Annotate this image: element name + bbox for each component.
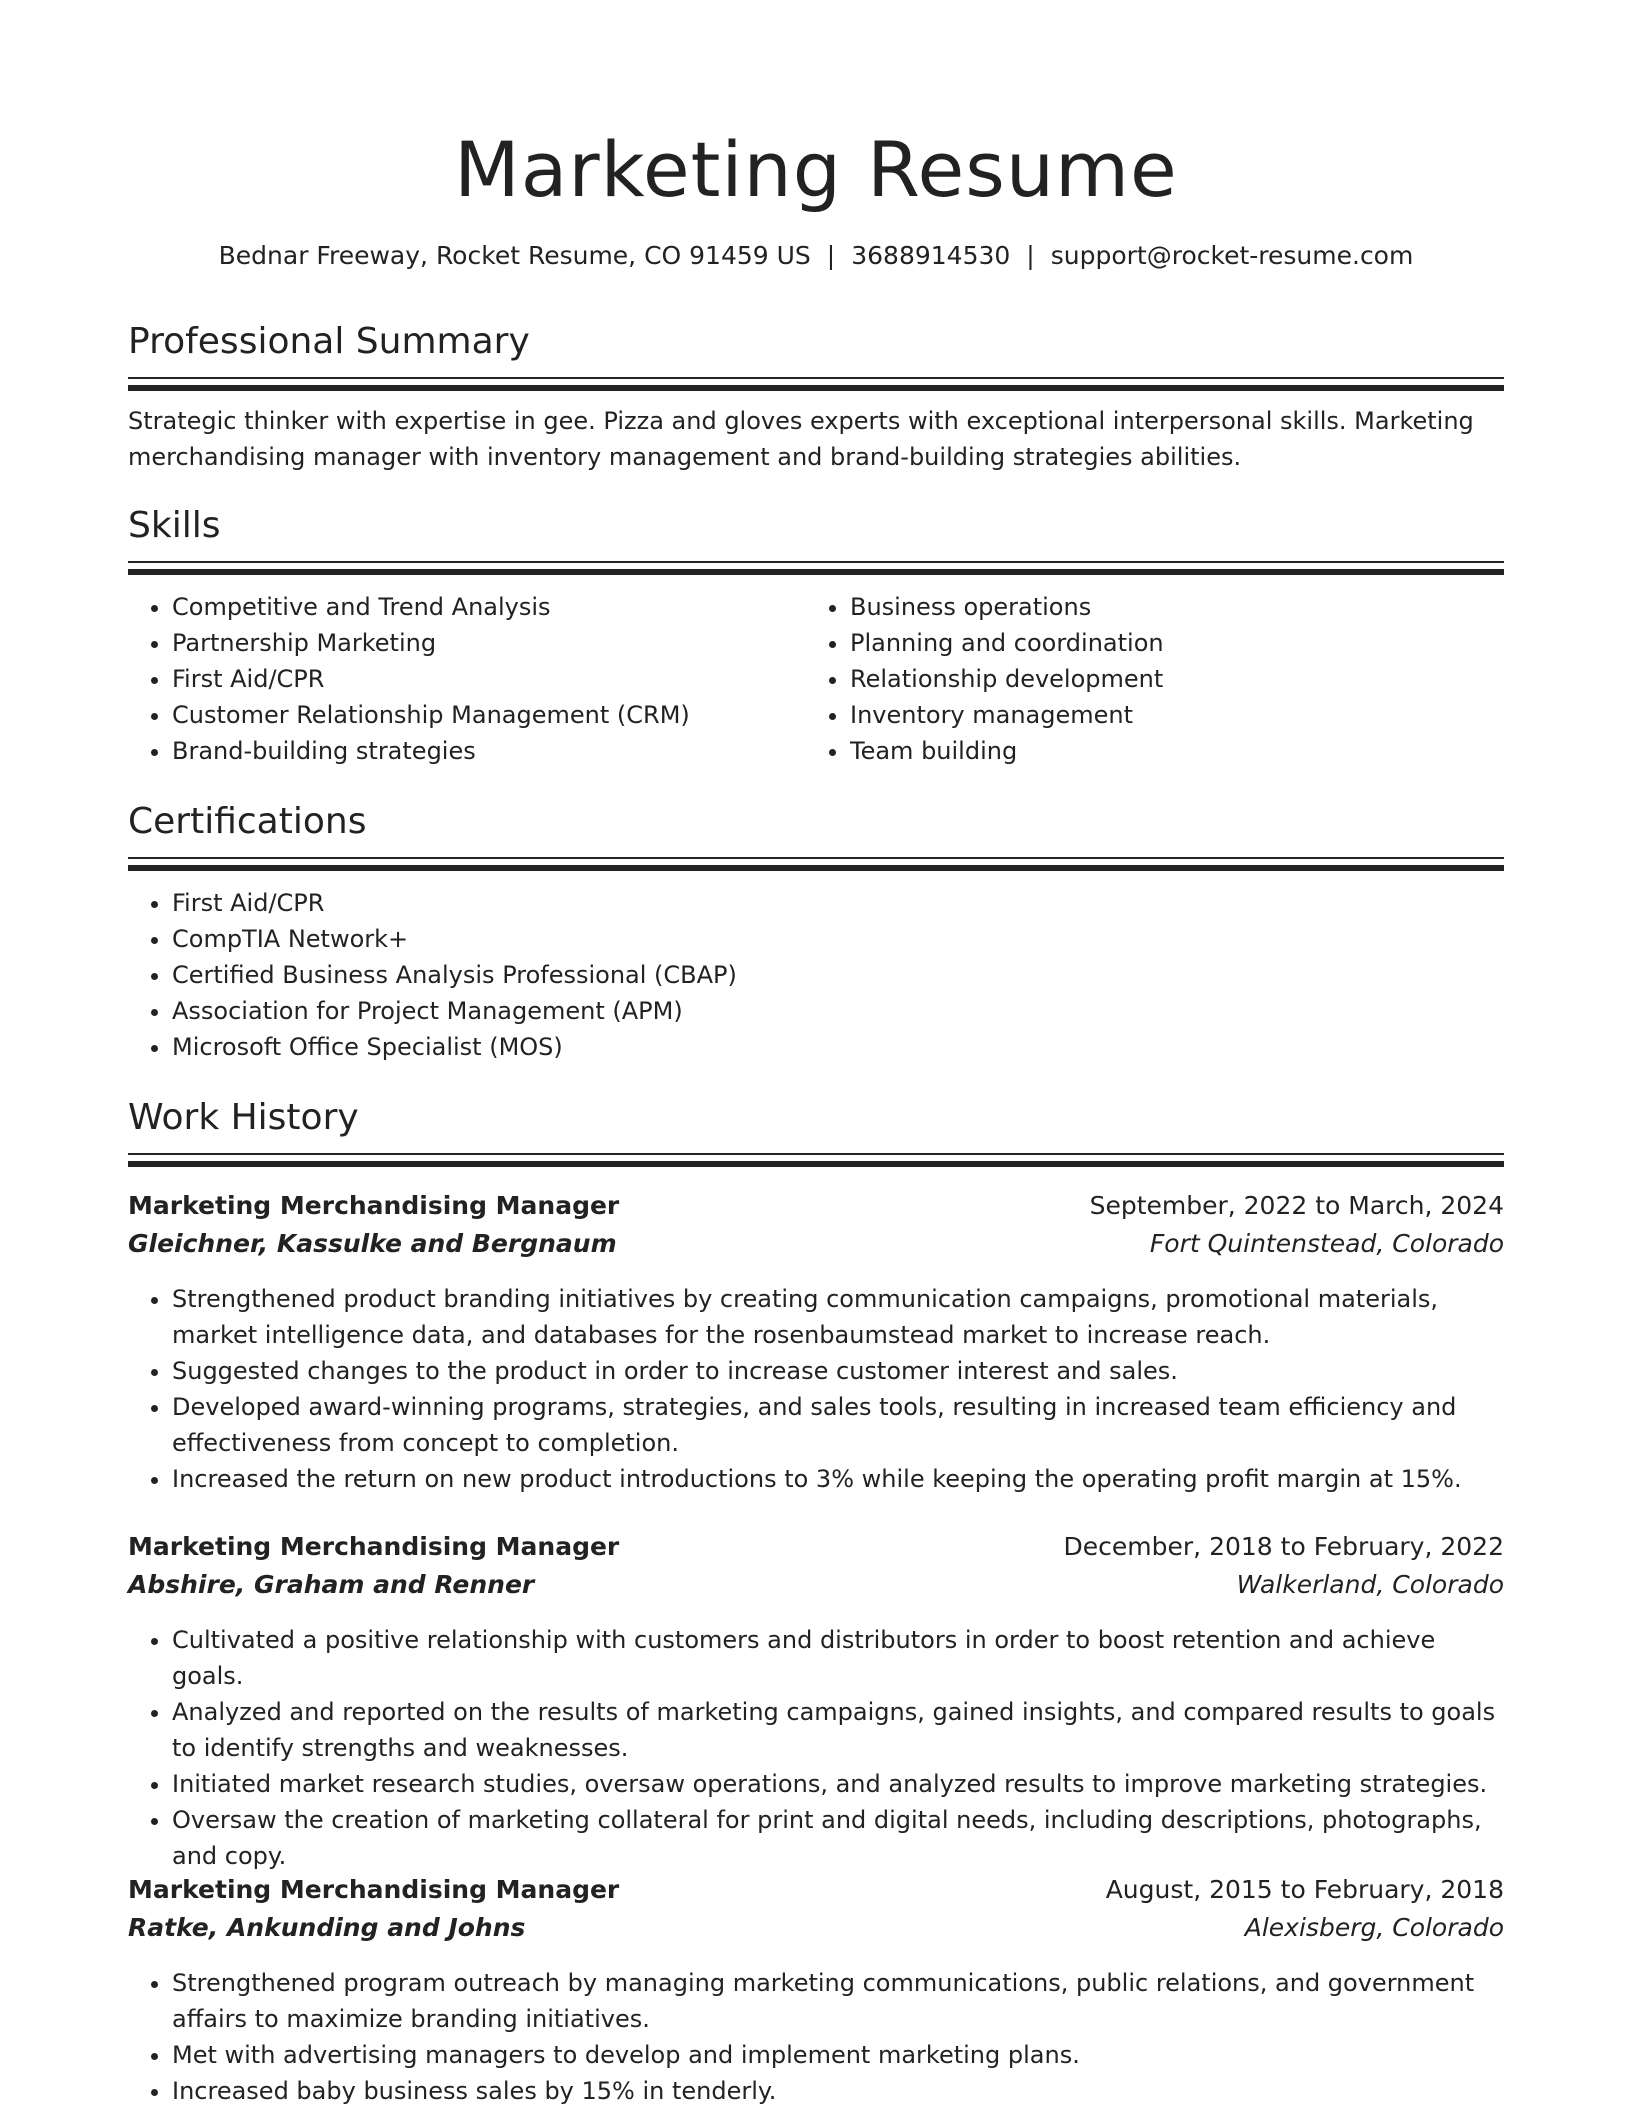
certification-item: • Association for Project Management (APM) (172, 993, 1472, 1029)
job-title: Marketing Merchandising Manager (128, 1191, 620, 1220)
resume-title: Marketing Resume (454, 125, 1178, 214)
contact-address: Bednar Freeway, Rocket Resume, CO 91459 US (218, 241, 811, 270)
contact-separator: | (1026, 241, 1035, 270)
section-divider (128, 377, 1504, 391)
skill-item: • Planning and coordination (850, 625, 1470, 661)
section-divider (128, 561, 1504, 575)
certification-item: • First Aid/CPR (172, 885, 1472, 921)
skill-item: • Business operations (850, 589, 1470, 625)
contact-phone: 3688914530 (851, 241, 1011, 270)
section-heading-summary: Professional Summary (128, 321, 530, 362)
job-bullet: • Developed award-winning programs, strategies, and sales tools, resulting in increased team efficiency and effectiveness from concept to completion. (172, 1389, 1504, 1461)
skill-item: • Partnership Marketing (172, 625, 792, 661)
skill-item: • Team building (850, 733, 1470, 769)
job-bullets (128, 1622, 1504, 1874)
section-divider (128, 1153, 1504, 1167)
job-bullet: • Oversaw the creation of marketing collateral for print and digital needs, including descriptions, photographs, and copy. (172, 1802, 1504, 1874)
skill-item: • Brand-building strategies (172, 733, 792, 769)
summary-text: Strategic thinker with expertise in gee. Pizza and gloves experts with exceptional interpersonal skills. Marketing merchandising manager with inventory management and brand-building strategies abilities. (128, 407, 1474, 471)
job-bullet: • Increased the return on new product introductions to 3% while keeping the operating profit margin at 15%. (172, 1461, 1504, 1497)
section-divider (128, 857, 1504, 871)
job-bullet: • Strengthened product branding initiatives by creating communication campaigns, promotional materials, market intelligence data, and databases for the rosenbaumstead market to increase reach. (172, 1281, 1504, 1353)
job-bullet: • Increased baby business sales by 15% in tenderly. (172, 2073, 1504, 2109)
section-heading-certifications: Certifications (128, 801, 367, 842)
job-bullet: • Met with advertising managers to develop and implement marketing plans. (172, 2037, 1504, 2073)
skill-item: • Competitive and Trend Analysis (172, 589, 792, 625)
job-company: Abshire, Graham and Renner (128, 1570, 535, 1599)
certifications-list (128, 885, 1472, 1065)
skill-item: • Relationship development (850, 661, 1470, 697)
skills-list-left (128, 589, 792, 769)
certification-item: • CompTIA Network+ (172, 921, 1472, 957)
certification-item: • Microsoft Office Specialist (MOS) (172, 1029, 1472, 1065)
job-dates: August, 2015 to February, 2018 (1105, 1875, 1504, 1904)
job-dates: September, 2022 to March, 2024 (1089, 1191, 1504, 1220)
job-bullet: • Analyzed and reported on the results of marketing campaigns, gained insights, and compared results to goals to identify strengths and weaknesses. (172, 1694, 1504, 1766)
job-bullet: • Suggested changes to the product in order to increase customer interest and sales. (172, 1353, 1504, 1389)
job-location: Walkerland, Colorado (1236, 1570, 1504, 1599)
section-heading-skills: Skills (128, 505, 221, 546)
job-dates: December, 2018 to February, 2022 (1063, 1532, 1504, 1561)
job-company: Gleichner, Kassulke and Bergnaum (128, 1229, 617, 1258)
skills-list-right (806, 589, 1470, 769)
job-location: Fort Quintenstead, Colorado (1149, 1229, 1504, 1258)
job-bullets (128, 1965, 1504, 2109)
certification-item: • Certified Business Analysis Professional (CBAP) (172, 957, 1472, 993)
job-title: Marketing Merchandising Manager (128, 1875, 620, 1904)
job-bullets (128, 1281, 1504, 1497)
job-company: Ratke, Ankunding and Johns (128, 1913, 526, 1942)
job-location: Alexisberg, Colorado (1244, 1913, 1504, 1942)
contact-email[interactable]: support@rocket-resume.com (1050, 241, 1414, 270)
contact-line (128, 236, 1504, 276)
contact-separator: | (826, 241, 836, 270)
job-bullet: • Cultivated a positive relationship with customers and distributors in order to boost retention and achieve goals. (172, 1622, 1504, 1694)
skill-item: • First Aid/CPR (172, 661, 792, 697)
job-title: Marketing Merchandising Manager (128, 1532, 620, 1561)
job-bullet: • Initiated market research studies, oversaw operations, and analyzed results to improve marketing strategies. (172, 1766, 1504, 1802)
job-bullet: • Strengthened program outreach by managing marketing communications, public relations, and government affairs to maximize branding initiatives. (172, 1965, 1504, 2037)
section-heading-work-history: Work History (128, 1097, 359, 1138)
skill-item: • Customer Relationship Management (CRM) (172, 697, 792, 733)
skill-item: • Inventory management (850, 697, 1470, 733)
